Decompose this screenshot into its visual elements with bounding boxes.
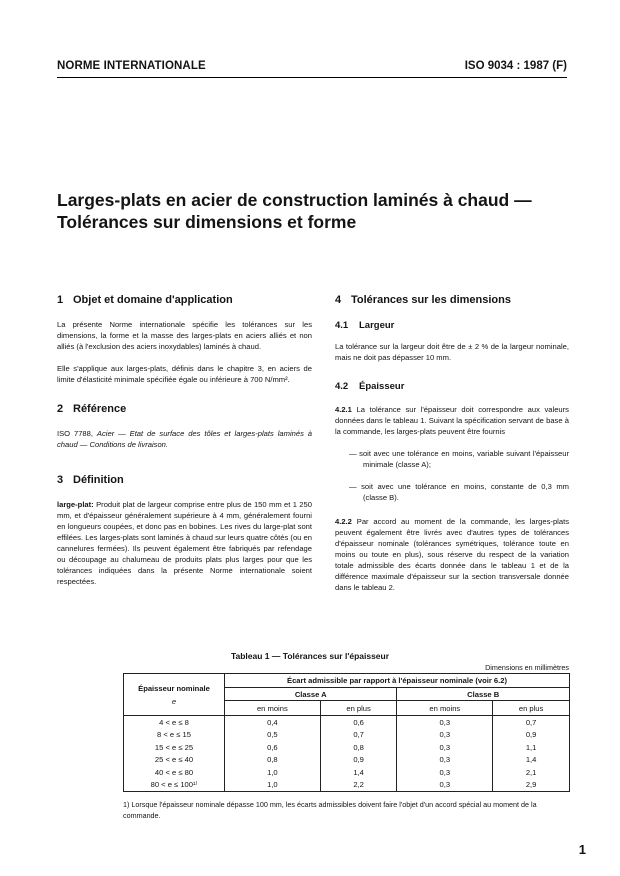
page-number: 1 <box>578 842 586 857</box>
table-row: 25 < e ≤ 40 0,8 0,9 0,3 1,4 <box>124 754 570 767</box>
section-4-2-1-text: 4.2.1 La tolérance sur l'épaisseur doit correspondre aux valeurs données dans le tableau 1. Suivant la spécification servant de base à la commande, les larges-plats peuvent être fournis <box>335 405 569 436</box>
table-unit-note: Dimensions en millimètres <box>485 663 569 672</box>
section-1-heading: 1 Objet et domaine d'application <box>57 294 233 306</box>
table-row: 8 < e ≤ 15 0,5 0,7 0,3 0,9 <box>124 729 570 742</box>
class-a-item: — soit avec une tolérance en moins, variable suivant l'épaisseur minimale (classe A); <box>349 449 569 469</box>
table-row: 4 < e ≤ 8 0,4 0,6 0,3 0,7 <box>124 716 570 729</box>
class-a-header: Classe A <box>225 688 397 701</box>
class-a-minus-header: en moins <box>225 701 321 716</box>
class-b-header: Classe B <box>397 688 570 701</box>
section-2-heading: 2 Référence <box>57 403 127 415</box>
table-caption: Tableau 1 — Tolérances sur l'épaisseur <box>230 651 390 661</box>
section-1-paragraph-1: La présente Norme internationale spécifie les tolérances sur les dimensions, la forme et la masse des larges-plats en aciers alliés et non alliés (à l'exclusion des aciers inoxydables) laminés à chaud. <box>57 320 312 351</box>
section-4-heading: 4 Tolérances sur les dimensions <box>335 294 511 306</box>
section-3-heading: 3 Définition <box>57 474 124 486</box>
class-b-plus-header: en plus <box>493 701 570 716</box>
deviation-column-header: Écart admissible par rapport à l'épaisseur nominale (voir 6.2) <box>225 674 570 688</box>
left-column <box>57 293 312 587</box>
standard-reference: ISO 9034 : 1987 (F) <box>464 60 567 72</box>
table-row: 40 < e ≤ 80 1,0 1,4 0,3 2,1 <box>124 766 570 779</box>
section-4-1-heading: 4.1 Largeur <box>335 320 395 331</box>
right-column <box>335 293 569 593</box>
section-3-definition: large-plat: Produit plat de largeur comprise entre plus de 150 mm et 1 250 mm, et d'épaisseur généralement supérieure à 4 mm, généralement fourni en longueurs coupées, et donc pas en bobines. Les rives du large-plat sont effilées. Les larges-plats sont laminés à chaud sur leurs quatre côtés (ou en cannelures fermées). Ils peuvent également être fabriqués par refendage ou découpage au chalumeau de produits plats plus larges pour que les tolérances indiquées dans la présente Norme internationale soient respectées. <box>57 500 312 586</box>
table-row: 15 < e ≤ 25 0,6 0,8 0,3 1,1 <box>124 741 570 754</box>
header-divider <box>57 77 567 78</box>
section-4-2-2-text: 4.2.2 Par accord au moment de la commande, les larges-plats peuvent également être livrés avec d'autres types de tolérances d'épaisseur nominale (tolérances symétriques, tolérance toute en moins ou toute en plus), sous réserve du respect de la variation totale admissible des écarts donnée dans le tableau 1 et de la différence maximale d'épaisseur sur la section transversale donnée dans le tableau 2. <box>335 517 569 592</box>
table-footnote: 1) Lorsque l'épaisseur nominale dépasse 100 mm, les écarts admissibles doivent faire l'objet d'un accord spécial au moment de la commande. <box>123 800 537 820</box>
thickness-column-header: Épaisseur nominale e <box>124 674 225 716</box>
table-row: 80 < e ≤ 100¹⁾ 1,0 2,2 0,3 2,9 <box>124 779 570 792</box>
section-2-reference: ISO 7788, Acier — Etat de surface des tôles et larges-plats laminés à chaud — Conditions de livraison. <box>57 429 312 449</box>
section-1-paragraph-2: Elle s'applique aux larges-plats, définis dans le chapitre 3, en aciers de limite d'élasticité minimale spécifiée égale ou inférieure à 700 N/mm². <box>57 364 312 384</box>
class-b-minus-header: en moins <box>397 701 493 716</box>
thickness-tolerance-table <box>123 673 570 792</box>
document-type-label: NORME INTERNATIONALE <box>57 60 206 72</box>
title-line-2: Tolérances sur dimensions et forme <box>57 212 357 232</box>
title-line-1: Larges-plats en acier de construction laminés à chaud — <box>57 190 532 210</box>
class-b-item: — soit avec une tolérance en moins, constante de 0,3 mm (classe B). <box>349 482 569 502</box>
section-4-1-text: La tolérance sur la largeur doit être de ± 2 % de la largeur nominale, mais ne doit pas dépasser 10 mm. <box>335 342 569 362</box>
document-title <box>57 189 577 233</box>
section-4-2-heading: 4.2 Épaisseur <box>335 381 405 392</box>
class-a-plus-header: en plus <box>320 701 397 716</box>
